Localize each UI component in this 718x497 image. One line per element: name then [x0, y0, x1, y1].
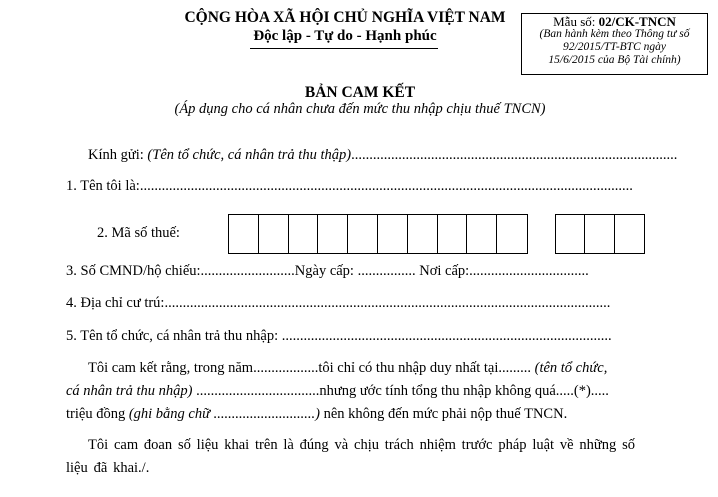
payer-input-dots[interactable]: ........................................................................................... [281, 328, 612, 344]
national-title: CỘNG HÒA XÃ HỘI CHỦ NGHĨA VIỆT NAM [184, 9, 506, 26]
tax-code-cell[interactable] [467, 215, 497, 253]
tax-code-suffix-cell[interactable] [585, 215, 614, 253]
declaration-line-2: liệu đã khai./. [66, 460, 150, 476]
form-code-value: 02/CK-TNCN [598, 14, 676, 29]
commitment-payer-dots[interactable]: ......... [498, 360, 535, 376]
address-input-dots[interactable]: ........................................................................................................................... [164, 295, 611, 311]
recipient-hint: (Tên tổ chức, cá nhân trả thu thập) [147, 147, 352, 163]
commitment-paragraph [66, 357, 609, 426]
commitment-currency: triệu đồng [66, 406, 129, 422]
document-title: BẢN CAM KẾT [304, 84, 416, 101]
commitment-payer-hint: (tên tổ chức, [534, 360, 608, 376]
commitment-conclusion: nên không đến mức phải nộp thuế TNCN. [319, 406, 568, 422]
commitment-year-label: Tôi cam kết rằng, trong năm [88, 360, 254, 376]
tax-code-cell[interactable] [348, 215, 378, 253]
form-issued-line-2: 92/2015/TT-BTC ngày [563, 41, 666, 53]
tax-code-cell[interactable] [289, 215, 319, 253]
motto-underline [250, 48, 438, 49]
issue-date-input-dots[interactable]: ................ [357, 263, 416, 279]
id-field[interactable] [66, 263, 589, 280]
recipient-field[interactable] [88, 147, 677, 164]
address-field[interactable] [66, 295, 610, 312]
national-motto: Độc lập - Tự do - Hạnh phúc [253, 28, 437, 44]
id-label: 3. Số CMND/hộ chiếu: [66, 263, 201, 279]
issue-place-input-dots[interactable]: ................................. [469, 263, 589, 279]
id-input-dots[interactable]: .......................... [200, 263, 295, 279]
issue-place-label: Nơi cấp: [415, 263, 470, 279]
name-label: 1. Tên tôi là: [66, 178, 140, 194]
tax-code-cell[interactable] [229, 215, 259, 253]
form-issued-line-1: (Ban hành kèm theo Thông tư số [539, 28, 690, 40]
commitment-payer-hint-cont: cá nhân trả thu nhập) [66, 383, 193, 399]
form-code-box [521, 13, 708, 75]
tax-code-suffix-boxes[interactable] [555, 214, 645, 254]
declaration-line-1: Tôi cam đoan số liệu khai trên là đúng và chịu trách nhiệm trước pháp luật về những số [88, 437, 635, 453]
tax-code-cell[interactable] [259, 215, 289, 253]
name-field[interactable] [66, 178, 633, 195]
tax-code-cell[interactable] [408, 215, 438, 253]
tax-code-suffix-cell[interactable] [556, 215, 585, 253]
commitment-year-dots[interactable]: .................. [253, 360, 319, 376]
commitment-payer-dots-2[interactable]: .................................. [192, 383, 320, 399]
commitment-amount-words[interactable]: (ghi bằng chữ ............................) [128, 406, 320, 422]
commitment-income-label: tôi chỉ có thu nhập duy nhất tại [318, 360, 499, 376]
form-code [522, 15, 707, 28]
form-code-label: Mẫu số: [553, 14, 599, 29]
declaration-paragraph [66, 434, 635, 480]
document-subtitle: (Áp dụng cho cá nhân chưa đến mức thu nhập chịu thuế TNCN) [174, 101, 546, 117]
name-input-dots[interactable]: ........................................................................................................................................ [139, 178, 633, 194]
tax-code-cell[interactable] [318, 215, 348, 253]
recipient-input-dots[interactable]: .......................................................................................... [351, 147, 678, 163]
form-issued-line-3: 15/6/2015 của Bộ Tài chính) [548, 54, 681, 66]
recipient-label: Kính gửi: [88, 147, 148, 163]
address-label: 4. Địa chỉ cư trú: [66, 295, 165, 311]
tax-code-suffix-cell[interactable] [615, 215, 644, 253]
commitment-line-1 [66, 357, 609, 380]
issue-date-label: Ngày cấp: [294, 263, 358, 279]
payer-label: 5. Tên tổ chức, cá nhân trả thu nhập: [66, 328, 282, 344]
commitment-line-3 [66, 403, 609, 426]
tax-code-label: 2. Mã số thuế: [97, 225, 180, 241]
tax-code-cell[interactable] [438, 215, 468, 253]
tax-code-cell[interactable] [497, 215, 527, 253]
commitment-line-2 [66, 380, 609, 403]
tax-code-main-boxes[interactable] [228, 214, 528, 254]
payer-field[interactable] [66, 328, 612, 345]
commitment-income-estimate: nhưng ước tính tổng thu nhập không quá.....(*)..... [319, 383, 609, 399]
tax-code-cell[interactable] [378, 215, 408, 253]
